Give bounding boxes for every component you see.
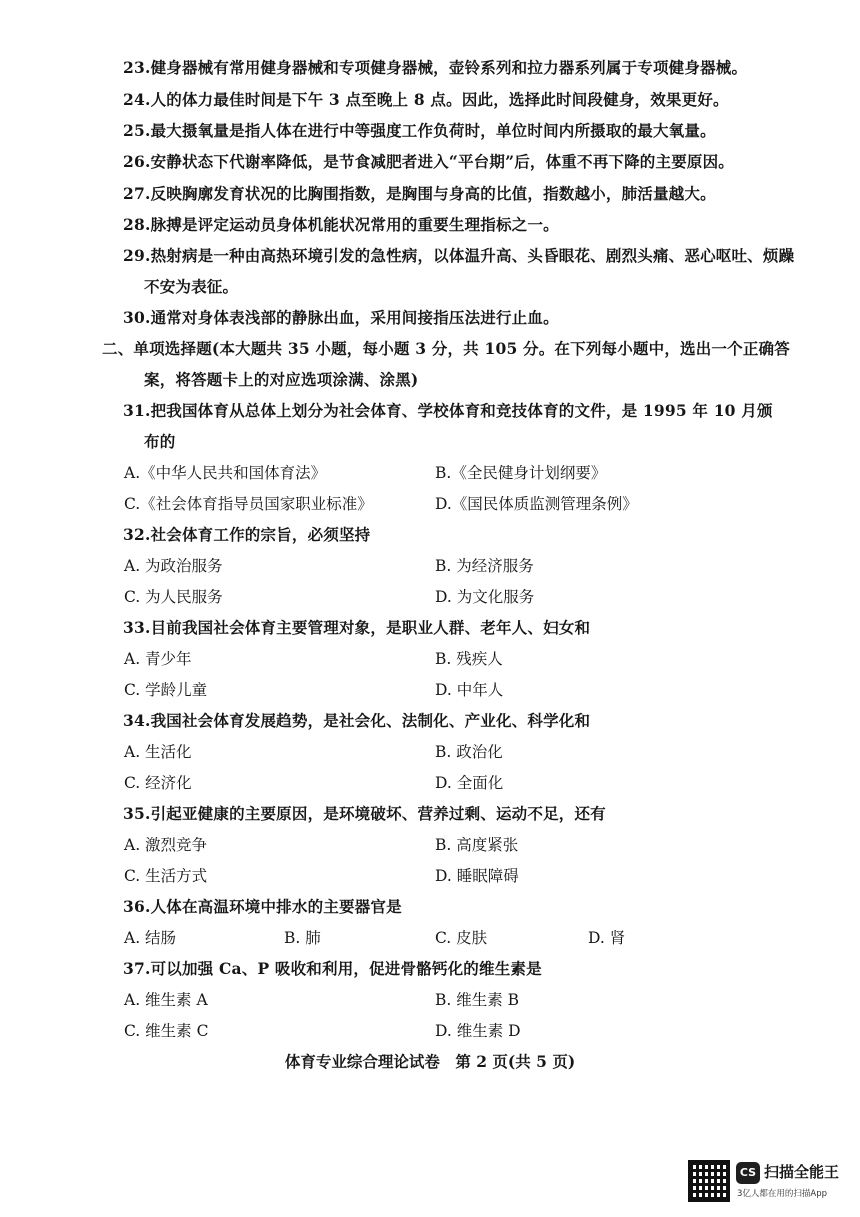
q35-option-d: D. 睡眠障碍 <box>435 867 519 885</box>
question-34-stem: 34.我国社会体育发展趋势，是社会化、法制化、产业化、科学化和 <box>123 711 591 730</box>
item-29-continued: 不安为表征。 <box>144 277 239 296</box>
section-title: 二、单项选择题(本大题共 35 小题，每小题 3 分，共 105 分。在下列每小题中，选出一个正确答 <box>102 339 790 358</box>
q32-option-d: D. 为文化服务 <box>435 588 535 606</box>
item-29: 29.热射病是一种由高热环境引发的急性病，以体温升高、头昏眼花、剧烈头痛、恶心呕吐、烦躁 <box>123 246 795 265</box>
question-31-stem: 31.把我国体育从总体上划分为社会体育、学校体育和竞技体育的文件，是 1995 年 10 月颁 <box>123 401 773 420</box>
question-37-stem: 37.可以加强 Ca、P 吸收和利用，促进骨骼钙化的维生素是 <box>123 959 542 978</box>
q32-option-c: C. 为人民服务 <box>124 588 223 606</box>
item-24: 24.人的体力最佳时间是下午 3 点至晚上 8 点。因此，选择此时间段健身，效果更好。 <box>123 90 729 109</box>
q37-option-a: A. 维生素 A <box>124 991 208 1009</box>
q37-option-b: B. 维生素 B <box>435 991 520 1009</box>
q35-option-b: B. 高度紧张 <box>435 836 519 854</box>
question-36-stem: 36.人体在高温环境中排水的主要器官是 <box>123 897 402 916</box>
q34-option-c: C. 经济化 <box>124 774 192 792</box>
q31-option-b: B.《全民健身计划纲要》 <box>435 464 607 482</box>
q33-option-d: D. 中年人 <box>435 681 504 699</box>
qr-code-icon <box>688 1160 730 1202</box>
question-35-stem: 35.引起亚健康的主要原因，是环境破坏、营养过剩、运动不足，还有 <box>123 804 606 823</box>
q32-option-a: A. 为政治服务 <box>124 557 223 575</box>
q37-option-d: D. 维生素 D <box>435 1022 521 1040</box>
item-26: 26.安静状态下代谢率降低，是节食减肥者进入“平台期”后，体重不再下降的主要原因。 <box>123 152 734 171</box>
item-27: 27.反映胸廓发育状况的比胸围指数，是胸围与身高的比值，指数越小，肺活量越大。 <box>123 184 716 203</box>
item-25: 25.最大摄氧量是指人体在进行中等强度工作负荷时，单位时间内所摄取的最大氧量。 <box>123 121 716 140</box>
q33-option-c: C. 学龄儿童 <box>124 681 208 699</box>
q36-option-d: D. 肾 <box>588 929 626 947</box>
q33-option-b: B. 残疾人 <box>435 650 503 668</box>
item-28: 28.脉搏是评定运动员身体机能状况常用的重要生理指标之一。 <box>123 215 559 234</box>
item-30: 30.通常对身体表浅部的静脉出血，采用间接指压法进行止血。 <box>123 308 559 327</box>
q33-option-a: A. 青少年 <box>124 650 192 668</box>
q36-option-c: C. 皮肤 <box>435 929 488 947</box>
scanner-app-name: 扫描全能王 <box>764 1163 840 1181</box>
q32-option-b: B. 为经济服务 <box>435 557 534 575</box>
camscanner-logo-icon: CS <box>736 1162 760 1184</box>
q37-option-c: C. 维生素 C <box>124 1022 209 1040</box>
q36-option-a: A. 结肠 <box>124 929 177 947</box>
q31-option-d: D.《国民体质监测管理条例》 <box>435 495 638 513</box>
q34-option-b: B. 政治化 <box>435 743 503 761</box>
q35-option-a: A. 激烈竞争 <box>124 836 208 854</box>
page-footer: 体育专业综合理论试卷 第 2 页(共 5 页) <box>284 1052 576 1071</box>
section-title-continued: 案，将答题卡上的对应选项涂满、涂黑) <box>144 370 419 389</box>
scanner-watermark <box>688 1160 848 1204</box>
item-23: 23.健身器械有常用健身器械和专项健身器械，壶铃系列和拉力器系列属于专项健身器械。 <box>123 58 748 77</box>
q36-option-b: B. 肺 <box>284 929 321 947</box>
q31-option-c: C.《社会体育指导员国家职业标准》 <box>124 495 373 513</box>
q34-option-a: A. 生活化 <box>124 743 192 761</box>
q31-option-a: A.《中华人民共和国体育法》 <box>124 464 327 482</box>
q34-option-d: D. 全面化 <box>435 774 504 792</box>
question-31-stem-continued: 布的 <box>144 432 176 451</box>
scanner-tagline: 3亿人都在用的扫描App <box>737 1189 828 1199</box>
question-32-stem: 32.社会体育工作的宗旨，必须坚持 <box>123 525 371 544</box>
q35-option-c: C. 生活方式 <box>124 867 208 885</box>
question-33-stem: 33.目前我国社会体育主要管理对象，是职业人群、老年人、妇女和 <box>123 618 591 637</box>
